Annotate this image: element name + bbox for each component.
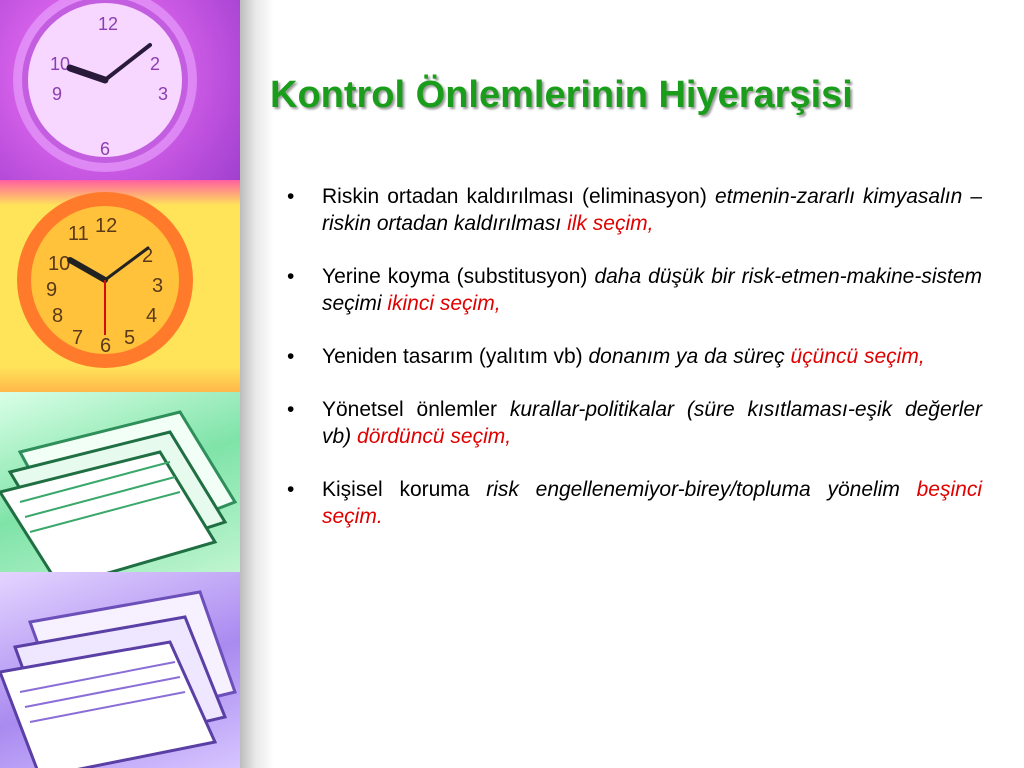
bullet-item [285,476,982,530]
svg-text:12: 12 [98,14,119,34]
papers-icon [0,392,240,572]
bullet-text: Riskin ortadan kaldırılması (eliminasyon) [322,185,715,208]
svg-text:12: 12 [95,215,118,237]
bullet-dot-icon: • [287,185,295,208]
bullet-text: Yerine koyma (substitusyon) [322,265,595,288]
bullet-italic-text: etmenin-zararlı kimyasalın –riskin ortadan kaldırılması [322,185,983,235]
purple-papers-image [0,572,240,768]
bullet-dot-icon: • [287,345,295,368]
bullet-italic-text: daha düşük bir risk-etmen-makine-sistem seçimi [322,265,982,315]
slide-title: Kontrol Önlemlerinin Hiyerarşisi [270,74,853,116]
svg-text:2: 2 [142,245,154,267]
clock-icon [0,0,240,180]
bullet-item [285,396,982,450]
svg-text:8: 8 [52,305,64,327]
clock-icon [0,180,240,392]
papers-icon [0,572,240,768]
bullet-text: Yeniden tasarım (yalıtım vb) [322,345,589,368]
svg-text:3: 3 [152,275,164,297]
bullet-item [285,343,982,370]
svg-text:10: 10 [50,54,71,74]
bullet-italic-text: risk engellenemiyor-birey/topluma yönelim [486,478,917,501]
bullet-italic-text: donanım ya da süreç [588,345,791,368]
svg-text:9: 9 [52,84,63,104]
svg-text:10: 10 [48,253,71,275]
decorative-image-column [0,0,240,768]
svg-text:6: 6 [100,335,112,357]
bullet-highlight-text: ilk seçim, [567,212,654,235]
svg-text:5: 5 [124,327,136,349]
svg-text:4: 4 [146,305,158,327]
svg-text:7: 7 [72,327,84,349]
image-shadow-divider [240,0,274,768]
svg-text:9: 9 [46,279,58,301]
bullet-highlight-text: beşinci seçim. [322,478,982,528]
svg-text:6: 6 [100,139,111,159]
yellow-clock-image [0,180,240,392]
bullet-dot-icon: • [287,265,295,288]
bullet-item [285,263,982,317]
bullet-italic-text: kurallar-politikalar (süre kısıtlaması-eşik değerler vb) [322,398,983,448]
svg-text:11: 11 [68,223,89,245]
bullet-highlight-text: dördüncü seçim, [357,425,512,448]
bullet-item [285,183,982,237]
bullet-dot-icon: • [287,478,295,501]
purple-clock-image [0,0,240,180]
svg-text:3: 3 [158,84,169,104]
bullet-text: Kişisel koruma [322,478,487,501]
bullet-dot-icon: • [287,398,295,421]
bullet-highlight-text: üçüncü seçim, [790,345,925,368]
bullet-highlight-text: ikinci seçim, [387,292,501,315]
bullet-list [285,183,982,556]
bullet-text: Yönetsel önlemler [322,398,510,421]
green-papers-image [0,392,240,572]
svg-text:2: 2 [150,54,161,74]
